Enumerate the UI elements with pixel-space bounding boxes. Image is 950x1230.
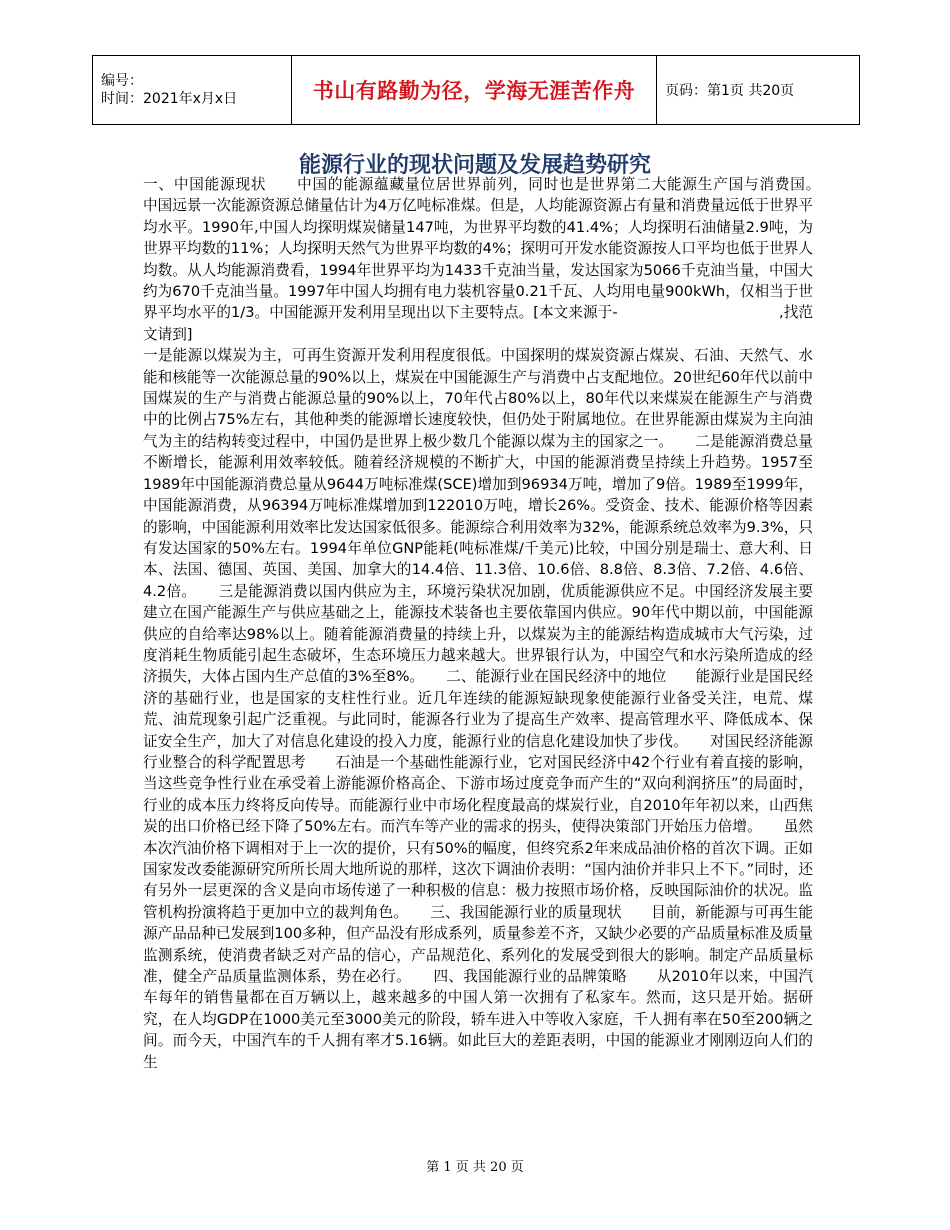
paragraph-1-text: 一、中国能源现状 中国的能源蕴藏量位居世界前列，同时也是世界第二大能源生产国与消费国。 中国远景一次能源资源总储量估计为4万亿吨标准煤。但是，人均能源资源占有量和消费量远低于世界平均水平。1990年,中国人均探明煤炭储量147吨，为世界平均数的41.4%；人均探明石油储量2.9吨，为世界平均数的11%；人均探明天然气为世界平均数的4%；探明可开发水能资源按人口平均也低于世界人均数。从人均能源消费看，1994年世界平均为1433千克油当量，发达国家为5066千克油当量，中国大约为670千克油当量。1997年中国人均拥有电力装机容量0.21千瓦、人均用电量900kWh，仅相当于世界平均水平的1/3。中国能源开发利用呈现出以下主要特点。[本文来源于- [143,176,843,322]
page-footer: 第 1 页 共 20 页 [426,1160,524,1175]
date-label: 时间：2021年x月x日 [101,91,238,107]
paragraph-1 [143,174,843,345]
document-title: 能源行业的现状问题及发展趋势研究 [298,153,651,178]
page-info: 页码：第1页 共20页 [665,83,795,99]
number-label: 编号： [101,73,143,89]
header-page-cell [657,56,860,125]
source-suffix: ,找范文请到] [143,304,814,343]
header-meta-cell [93,56,292,125]
document-body [143,174,843,1073]
header-table [92,55,860,125]
paragraph-2: 一是能源以煤炭为主，可再生资源开发利用程度很低。中国探明的煤炭资源占煤炭、石油、天然气、水能和核能等一次能源总量的90%以上，煤炭在中国能源生产与消费中占支配地位。20世纪60年代以前中国煤炭的生产与消费占能源总量的90%以上，70年代占80%以上，80年代以来煤炭在能源生产与消费中的比例占75%左右，其他种类的能源增长速度较快，但仍处于附属地位。在世界能源由煤炭为主向油气为主的结构转变过程中，中国仍是世界上极少数几个能源以煤为主的国家之一。 二是能源消费总量不断增长，能源利用效率较低。随着经济规模的不断扩大，中国的能源消费呈持续上升趋势。1957至1989年中国能源消费总量从9644万吨标准煤(SCE)增加到96934万吨，增加了9倍。1989至1999年，中国能源消费，从96394万吨标准煤增加到122010万吨，增长26%。受资金、技术、能源价格等因素的影响，中国能源利用效率比发达国家低很多。能源综合利用效率为32%，能源系统总效率为9.3%，只有发达国家的50%左右。1994年单位GNP能耗(吨标准煤/千美元)比较，中国分别是瑞士、意大利、日本、法国、德国、英国、美国、加拿大的14.4倍、11.3倍、10.6倍、8.8倍、8.3倍、7.2倍、4.6倍、4.2倍。 三是能源消费以国内供应为主，环境污染状况加剧，优质能源供应不足。中国经济发展主要建立在国产能源生产与供应基础之上，能源技术装备也主要依靠国内供应。90年代中期以前，中国能源供应的自给率达98%以上。随着能源消费量的持续上升，以煤炭为主的能源结构造成城市大气污染，过度消耗生物质能引起生态破坏，生态环境压力越来越大。世界银行认为，中国空气和水污染所造成的经济损失，大体占国内生产总值的3%至8%。 二、能源行业在国民经济中的地位 能源行业是国民经济的基础行业，也是国家的支柱性行业。近几年连续的能源短缺现象使能源行业备受关注，电荒、煤荒、油荒现象引起广泛重视。与此同时，能源各行业为了提高生产效率、提高管理水平、降低成本、保证安全生产，加大了对信息化建设的投入力度，能源行业的信息化建设加快了步伐。 对国民经济能源行业整合的科学配置思考 石油是一个基础性能源行业，它对国民经济中42个行业有着直接的影响，当这些竞争性行业在承受着上游能源价格高企、下游市场过度竞争而产生的“双向利润挤压”的局面时，行业的成本压力终将反向传导。而能源行业中市场化程度最高的煤炭行业，自2010年年初以来，山西焦炭的出口价格已经下降了50%左右。而汽车等产业的需求的拐头，使得决策部门开始压力倍增。 虽然本次汽油价格下调相对于上一次的提价，只有50%的幅度，但终究系2年来成品油价格的首次下调。正如国家发改委能源研究所所长周大地所说的那样，这次下调油价表明：“国内油价并非只上不下。”同时，还有另外一层更深的含义是向市场传递了一种积极的信息：极力按照市场价格，反映国际油价的状况。监管机构扮演将趋于更加中立的裁判角色。 三、我国能源行业的质量现状 目前，新能源与可再生能源产品品种已发展到100多种，但产品没有形成系列，质量参差不齐，又缺少必要的产品质量标准及质量监测系统，使消费者缺乏对产品的信心，产品规范化、系列化的发展受到很大的影响。制定产品质量标准，健全产品质量监测体系，势在必行。 四、我国能源行业的品牌策略 从2010年以来，中国汽车每年的销售量都在百万辆以上，越来越多的中国人第一次拥有了私家车。然而，这只是开始。据研究，在人均GDP在1000美元至3000美元的阶段，轿车进入中等收入家庭，千人拥有率在50至200辆之间。而今天，中国汽车的千人拥有率才5.16辆。如此巨大的差距表明，中国的能源业才刚刚迈向人们的生 [143,347,813,1071]
motto-text: 书山有路勤为径，学海无涯苦作舟 [312,79,636,103]
header-motto-cell [292,56,657,125]
faint-source-link [618,304,779,321]
